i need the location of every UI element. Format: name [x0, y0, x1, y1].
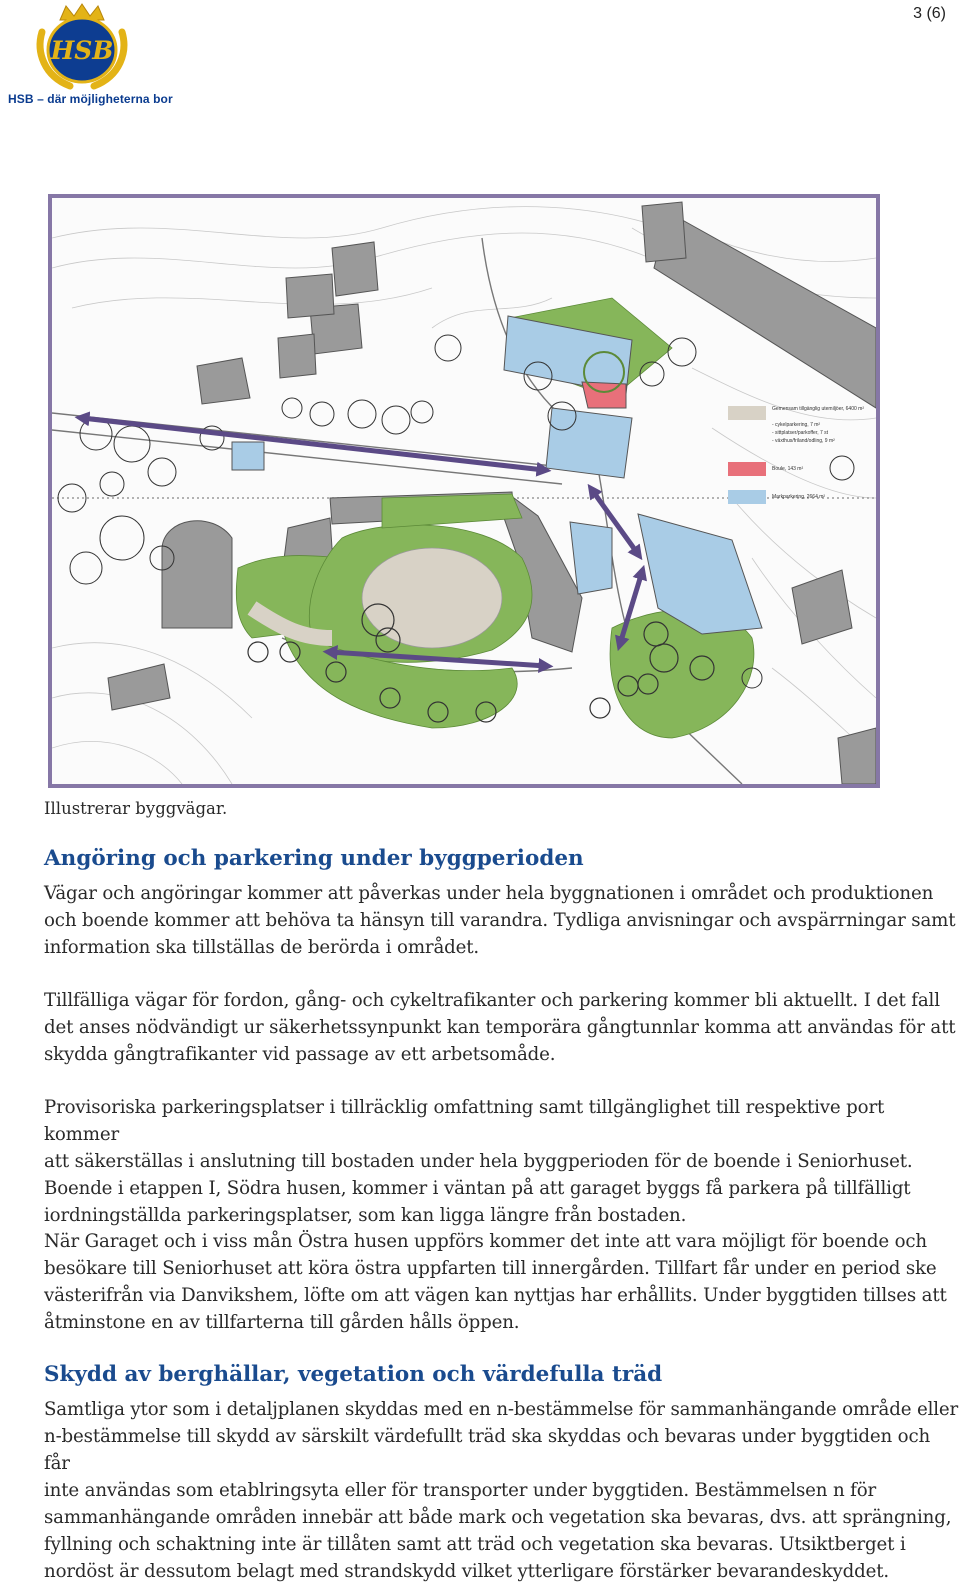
legend-label: Boule, 143 m²: [772, 466, 804, 472]
text-line: åtminstone en av tillfarterna till gården hålls öppen.: [44, 1312, 520, 1333]
legend-swatch-shared: [728, 406, 766, 420]
text-line: Provisoriska parkeringsplatser i tillräcklig omfattning samt tillgänglighet till respektive port kommer: [44, 1097, 885, 1145]
hsb-emblem-icon: [8, 2, 168, 94]
text-line: nordöst är dessutom belagt med strandskydd vilket ytterligare förstärker bevarandeskyddet.: [44, 1561, 889, 1582]
paragraph: [44, 1094, 959, 1229]
logo-tagline: HSB – där möjligheterna bor: [8, 92, 173, 106]
arrow-north-road: [82, 418, 544, 470]
text-line: och boende kommer att behöva ta hänsyn till varandra. Tydliga anvisningar och avspärrningar samt: [44, 910, 956, 931]
legend-swatch-boule: [728, 462, 766, 476]
text-line: Samtliga ytor som i detaljplanen skyddas med en n-bestämmelse för sammanhängande område eller: [44, 1399, 959, 1420]
section-heading-parking: Angöring och parkering under byggperioden: [44, 846, 584, 871]
text-line: västerifrån via Danvikshem, löfte om att vägen kan nyttjas har erhållits. Under byggtiden tillses att: [44, 1285, 947, 1306]
page-number: 3 (6): [913, 5, 946, 22]
text-line: När Garaget och i viss mån Östra husen uppförs kommer det inte att vara möjligt för boende och: [44, 1231, 927, 1252]
paragraph: [44, 880, 959, 961]
figure-caption: Illustrerar byggvägar.: [44, 799, 228, 818]
text-line: Vägar och angöringar kommer att påverkas under hela byggnationen i området och produktionen: [44, 883, 934, 904]
legend-swatch-parking: [728, 490, 766, 504]
text-line: n-bestämmelse till skydd av särskilt värdefullt träd ska skyddas och bevaras under byggtiden och får: [44, 1426, 931, 1474]
text-line: Tillfälliga vägar för fordon, gång- och cykeltrafikanter och parkering kommer bli aktuellt. I det fall: [44, 990, 940, 1011]
legend-label: Markparkering, 2664 m²: [772, 494, 826, 500]
legend-label: Gemensam tillgänglig utemiljöer, 6400 m²: [772, 406, 864, 412]
text-line: besökare till Seniorhuset att köra östra uppfarten till innergården. Tillfart får under en period ske: [44, 1258, 937, 1279]
site-plan-map: [48, 194, 880, 788]
legend-label: - växthus/friland/odling, 9 m²: [772, 438, 835, 444]
paragraph: [44, 987, 959, 1068]
map-legend: [728, 406, 864, 504]
legend-label: - cykelparkering, 7 m²: [772, 422, 821, 428]
text-line: det anses nödvändigt ur säkerhetssynpunkt kan temporära gångtunnlar komma att användas för att: [44, 1017, 956, 1038]
text-line: iordningställda parkeringsplatser, som kan ligga längre från bostaden.: [44, 1205, 687, 1226]
text-line: inte användas som etablringsyta eller för transporter under byggtiden. Bestämmelsen n för: [44, 1480, 877, 1501]
text-line: sammanhängande områden innebär att både mark och vegetation ska bevaras, dvs. att sprängning,: [44, 1507, 952, 1528]
paragraph: [44, 1396, 959, 1585]
text-line: att säkerställas i anslutning till bostaden under hela byggperioden för de boende i Seniorhuset.: [44, 1151, 913, 1172]
text-line: skydda gångtrafikanter vid passage av ett arbetsomåde.: [44, 1044, 556, 1065]
paragraph: [44, 1228, 959, 1336]
section-heading-protection: Skydd av berghällar, vegetation och värdefulla träd: [44, 1362, 663, 1387]
legend-label: - sittplatser/parkoffer, 7 st: [772, 430, 829, 436]
text-line: fyllning och schaktning inte är tillåten samt att träd och vegetation ska bevaras. Utsiktberget i: [44, 1534, 906, 1555]
text-line: information ska tillställas de berörda i området.: [44, 937, 480, 958]
text-line: Boende i etappen I, Södra husen, kommer i väntan på att garaget byggs få parkera på tillfälligt: [44, 1178, 911, 1199]
svg-text:HSB: HSB: [50, 36, 114, 65]
